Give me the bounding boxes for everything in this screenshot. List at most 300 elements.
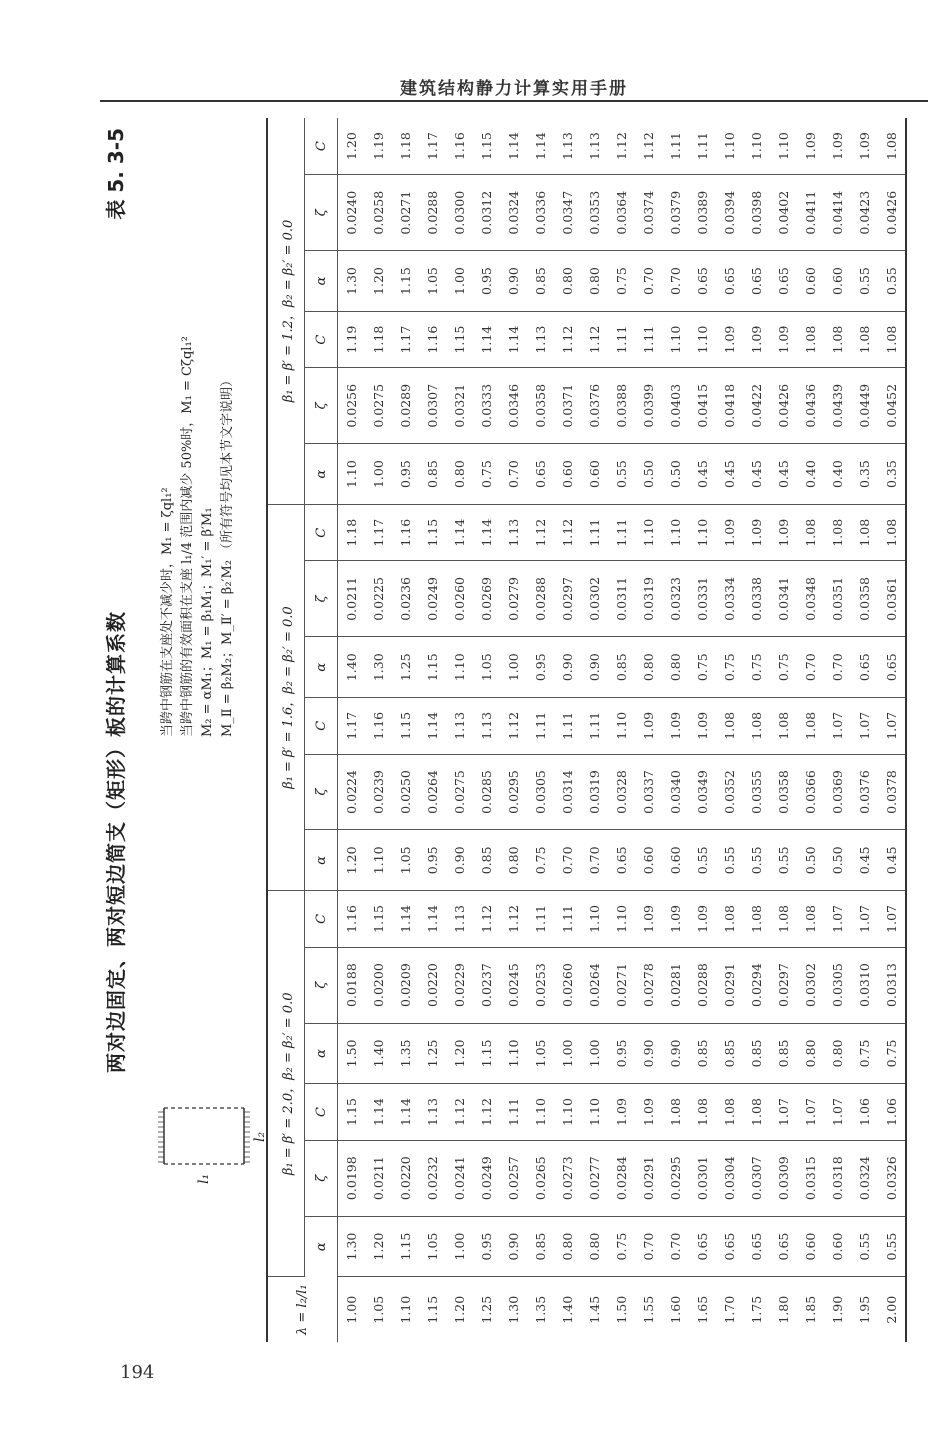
value-cell: 1.11 <box>554 891 581 947</box>
value-cell: 1.14 <box>473 311 500 367</box>
value-cell: 0.0237 <box>473 947 500 1023</box>
value-cell: 0.85 <box>689 1023 716 1084</box>
lambda-cell: 2.00 <box>884 1295 899 1324</box>
value-cell: 1.07 <box>878 698 906 754</box>
value-cell: 0.85 <box>419 444 446 505</box>
value-cell: 1.05 <box>419 251 446 312</box>
value-cell: 1.00 <box>500 637 527 698</box>
value-cell: 1.12 <box>527 505 554 561</box>
value-cell: 1.08 <box>716 1084 743 1140</box>
value-cell: 0.95 <box>419 830 446 891</box>
value-cell: 1.09 <box>635 698 662 754</box>
value-cell: 1.08 <box>743 1084 770 1140</box>
value-cell: 1.15 <box>473 118 500 175</box>
value-cell: 0.0426 <box>878 175 906 251</box>
value-cell: 1.16 <box>419 311 446 367</box>
value-cell: 0.0361 <box>878 561 906 637</box>
value-cell: 0.0224 <box>338 754 366 830</box>
value-cell: 0.0209 <box>392 947 419 1023</box>
value-cell: 0.95 <box>527 637 554 698</box>
lambda-header: λ = l₂/l₁ <box>267 1277 338 1342</box>
value-cell: 0.75 <box>689 637 716 698</box>
value-cell: 0.55 <box>878 251 906 312</box>
value-cell: 0.50 <box>662 444 689 505</box>
value-cell: 1.08 <box>851 311 878 367</box>
value-cell: 0.85 <box>743 1023 770 1084</box>
value-cell: 1.14 <box>419 698 446 754</box>
value-cell: 1.18 <box>392 118 419 175</box>
value-cell: 0.0305 <box>824 947 851 1023</box>
value-cell: 0.0239 <box>365 754 392 830</box>
lambda-cell: 1.35 <box>533 1295 548 1324</box>
column-header: C <box>305 505 338 561</box>
value-cell: 1.11 <box>554 698 581 754</box>
value-cell: 0.55 <box>743 830 770 891</box>
value-cell: 0.45 <box>689 444 716 505</box>
value-cell: 1.05 <box>527 1023 554 1084</box>
value-cell: 1.12 <box>554 311 581 367</box>
value-cell: 1.15 <box>473 1023 500 1084</box>
value-cell: 0.65 <box>743 1216 770 1277</box>
value-cell: 0.0265 <box>527 1140 554 1216</box>
value-cell: 0.0348 <box>797 561 824 637</box>
value-cell: 0.0277 <box>581 1140 608 1216</box>
lambda-cell: 1.55 <box>641 1295 656 1324</box>
value-cell: 0.60 <box>797 1216 824 1277</box>
value-cell: 0.90 <box>500 1216 527 1277</box>
value-cell: 0.0260 <box>446 561 473 637</box>
value-cell: 0.75 <box>608 1216 635 1277</box>
value-cell: 1.15 <box>365 891 392 947</box>
value-cell: 0.60 <box>554 444 581 505</box>
value-cell: 0.80 <box>824 1023 851 1084</box>
table-number: 表 5. 3-5 <box>104 128 128 220</box>
value-cell: 0.0311 <box>608 561 635 637</box>
value-cell: 1.08 <box>878 505 906 561</box>
value-cell: 1.07 <box>824 891 851 947</box>
value-cell: 0.0355 <box>743 754 770 830</box>
column-header: α <box>305 830 338 891</box>
lambda-cell: 1.70 <box>722 1295 737 1324</box>
value-cell: 1.10 <box>554 1084 581 1140</box>
value-cell: 1.07 <box>851 891 878 947</box>
lambda-cell: 1.90 <box>830 1295 845 1324</box>
value-cell: 0.45 <box>851 830 878 891</box>
value-cell: 1.18 <box>338 505 366 561</box>
value-cell: 0.0309 <box>770 1140 797 1216</box>
value-cell: 1.13 <box>527 311 554 367</box>
running-header: 建筑结构静力计算实用手册 <box>400 79 628 99</box>
value-cell: 1.10 <box>743 118 770 175</box>
value-cell: 0.60 <box>635 830 662 891</box>
value-cell: 0.0366 <box>797 754 824 830</box>
plate-diagram <box>152 1092 270 1192</box>
value-cell: 1.20 <box>365 251 392 312</box>
value-cell: 0.75 <box>743 637 770 698</box>
value-cell: 1.08 <box>878 118 906 175</box>
lambda-cell: 1.40 <box>560 1295 575 1324</box>
value-cell: 0.40 <box>824 444 851 505</box>
value-cell: 0.0297 <box>554 561 581 637</box>
value-cell: 0.0300 <box>446 175 473 251</box>
value-cell: 0.0273 <box>554 1140 581 1216</box>
value-cell: 0.60 <box>824 1216 851 1277</box>
value-cell: 0.0436 <box>797 368 824 444</box>
value-cell: 0.95 <box>608 1023 635 1084</box>
value-cell: 0.55 <box>770 830 797 891</box>
value-cell: 1.15 <box>419 637 446 698</box>
value-cell: 0.0321 <box>446 368 473 444</box>
value-cell: 1.08 <box>770 891 797 947</box>
value-cell: 1.13 <box>419 1084 446 1140</box>
value-cell: 0.0256 <box>338 368 366 444</box>
value-cell: 0.50 <box>797 830 824 891</box>
value-cell: 0.0310 <box>851 947 878 1023</box>
value-cell: 0.0289 <box>392 368 419 444</box>
value-cell: 1.15 <box>392 1216 419 1277</box>
value-cell: 1.11 <box>581 698 608 754</box>
value-cell: 1.40 <box>365 1023 392 1084</box>
value-cell: 1.08 <box>743 698 770 754</box>
value-cell: 0.0313 <box>878 947 906 1023</box>
value-cell: 1.10 <box>581 1084 608 1140</box>
value-cell: 1.08 <box>770 698 797 754</box>
value-cell: 1.25 <box>419 1023 446 1084</box>
value-cell: 0.45 <box>716 444 743 505</box>
value-cell: 1.14 <box>500 311 527 367</box>
value-cell: 0.65 <box>527 444 554 505</box>
value-cell: 1.12 <box>500 698 527 754</box>
value-cell: 0.90 <box>662 1023 689 1084</box>
note-line: 当跨中钢筋的有效面积在支座 l₁/4 范围内减少 50%时，M₁ = Cζql₁² <box>180 336 195 737</box>
value-cell: 0.70 <box>635 1216 662 1277</box>
table-row <box>878 118 906 1342</box>
value-cell: 1.08 <box>797 311 824 367</box>
table-row <box>527 118 554 1342</box>
value-cell: 0.0398 <box>743 175 770 251</box>
value-cell: 0.45 <box>743 444 770 505</box>
value-cell: 0.0389 <box>689 175 716 251</box>
value-cell: 0.70 <box>824 637 851 698</box>
table-row <box>824 118 851 1342</box>
value-cell: 0.75 <box>473 444 500 505</box>
value-cell: 1.11 <box>635 311 662 367</box>
value-cell: 0.85 <box>527 251 554 312</box>
value-cell: 0.0331 <box>689 561 716 637</box>
value-cell: 0.70 <box>662 251 689 312</box>
value-cell: 0.90 <box>581 637 608 698</box>
value-cell: 0.0279 <box>500 561 527 637</box>
value-cell: 0.0418 <box>716 368 743 444</box>
value-cell: 0.0341 <box>770 561 797 637</box>
value-cell: 0.35 <box>878 444 906 505</box>
value-cell: 0.0414 <box>824 175 851 251</box>
table-row <box>338 118 366 1342</box>
value-cell: 1.09 <box>662 698 689 754</box>
note-line: 当跨中钢筋在支座处不减少时，M₁ = ζql₁² <box>160 487 175 737</box>
lambda-cell: 1.95 <box>857 1295 872 1324</box>
table-row <box>662 118 689 1342</box>
value-cell: 0.0297 <box>770 947 797 1023</box>
column-header: ζ <box>305 1140 338 1216</box>
value-cell: 1.08 <box>824 505 851 561</box>
value-cell: 0.0318 <box>824 1140 851 1216</box>
value-cell: 0.0302 <box>797 947 824 1023</box>
value-cell: 1.08 <box>689 1084 716 1140</box>
value-cell: 1.16 <box>365 698 392 754</box>
value-cell: 1.08 <box>716 698 743 754</box>
table-row <box>473 118 500 1342</box>
value-cell: 1.08 <box>824 311 851 367</box>
value-cell: 1.14 <box>419 891 446 947</box>
value-cell: 0.0374 <box>635 175 662 251</box>
column-header: C <box>305 1084 338 1140</box>
value-cell: 1.10 <box>608 698 635 754</box>
value-cell: 0.0245 <box>500 947 527 1023</box>
value-cell: 1.11 <box>608 505 635 561</box>
lambda-cell: 1.85 <box>803 1295 818 1324</box>
value-cell: 1.16 <box>392 505 419 561</box>
value-cell: 0.0376 <box>581 368 608 444</box>
value-cell: 0.0336 <box>527 175 554 251</box>
value-cell: 0.0275 <box>365 368 392 444</box>
value-cell: 0.85 <box>770 1023 797 1084</box>
value-cell: 0.0324 <box>851 1140 878 1216</box>
value-cell: 1.35 <box>392 1023 419 1084</box>
value-cell: 1.00 <box>365 444 392 505</box>
value-cell: 0.0353 <box>581 175 608 251</box>
value-cell: 0.0379 <box>662 175 689 251</box>
value-cell: 0.0426 <box>770 368 797 444</box>
value-cell: 0.85 <box>527 1216 554 1277</box>
value-cell: 0.0402 <box>770 175 797 251</box>
value-cell: 0.65 <box>716 251 743 312</box>
value-cell: 1.09 <box>689 698 716 754</box>
value-cell: 0.75 <box>851 1023 878 1084</box>
value-cell: 0.60 <box>797 251 824 312</box>
column-header: ζ <box>305 947 338 1023</box>
value-cell: 0.0423 <box>851 175 878 251</box>
value-cell: 0.95 <box>473 1216 500 1277</box>
value-cell: 0.90 <box>635 1023 662 1084</box>
value-cell: 0.0198 <box>338 1140 366 1216</box>
value-cell: 1.07 <box>851 698 878 754</box>
value-cell: 0.65 <box>716 1216 743 1277</box>
value-cell: 0.0250 <box>392 754 419 830</box>
value-cell: 0.0257 <box>500 1140 527 1216</box>
column-header: α <box>305 1023 338 1084</box>
table-row <box>770 118 797 1342</box>
value-cell: 0.0211 <box>338 561 366 637</box>
lambda-cell: 1.05 <box>371 1295 386 1324</box>
column-header: C <box>305 311 338 367</box>
value-cell: 1.10 <box>689 311 716 367</box>
value-cell: 0.0249 <box>419 561 446 637</box>
value-cell: 0.0369 <box>824 754 851 830</box>
value-cell: 1.25 <box>392 637 419 698</box>
value-cell: 1.09 <box>743 505 770 561</box>
value-cell: 0.0288 <box>527 561 554 637</box>
value-cell: 1.20 <box>338 118 366 175</box>
value-cell: 0.0346 <box>500 368 527 444</box>
lambda-cell: 1.65 <box>695 1295 710 1324</box>
value-cell: 0.60 <box>581 444 608 505</box>
value-cell: 1.40 <box>338 637 366 698</box>
value-cell: 1.13 <box>581 118 608 175</box>
value-cell: 0.90 <box>554 637 581 698</box>
value-cell: 1.07 <box>878 891 906 947</box>
value-cell: 1.16 <box>446 118 473 175</box>
value-cell: 1.06 <box>851 1084 878 1140</box>
value-cell: 0.0403 <box>662 368 689 444</box>
lambda-cell: 1.80 <box>776 1295 791 1324</box>
table-row <box>500 118 527 1342</box>
value-cell: 1.08 <box>797 698 824 754</box>
value-cell: 1.12 <box>473 891 500 947</box>
value-cell: 1.20 <box>365 1216 392 1277</box>
value-cell: 0.0220 <box>392 1140 419 1216</box>
value-cell: 0.65 <box>689 251 716 312</box>
table-row <box>689 118 716 1342</box>
value-cell: 1.20 <box>446 1023 473 1084</box>
value-cell: 0.65 <box>851 637 878 698</box>
value-cell: 0.0347 <box>554 175 581 251</box>
value-cell: 0.90 <box>500 251 527 312</box>
value-cell: 0.0253 <box>527 947 554 1023</box>
value-cell: 1.10 <box>527 1084 554 1140</box>
value-cell: 1.12 <box>608 118 635 175</box>
page-number: 194 <box>120 1362 155 1383</box>
value-cell: 1.19 <box>365 118 392 175</box>
value-cell: 0.60 <box>662 830 689 891</box>
value-cell: 1.13 <box>554 118 581 175</box>
value-cell: 1.11 <box>608 311 635 367</box>
lambda-cell: 1.20 <box>452 1295 467 1324</box>
value-cell: 0.0399 <box>635 368 662 444</box>
value-cell: 0.0334 <box>716 561 743 637</box>
value-cell: 0.80 <box>554 251 581 312</box>
value-cell: 0.0225 <box>365 561 392 637</box>
value-cell: 1.12 <box>446 1084 473 1140</box>
value-cell: 0.95 <box>473 251 500 312</box>
value-cell: 0.0229 <box>446 947 473 1023</box>
value-cell: 1.09 <box>824 118 851 175</box>
value-cell: 0.0340 <box>662 754 689 830</box>
value-cell: 0.80 <box>581 1216 608 1277</box>
value-cell: 1.30 <box>365 637 392 698</box>
value-cell: 1.00 <box>581 1023 608 1084</box>
column-header: ζ <box>305 368 338 444</box>
value-cell: 0.0349 <box>689 754 716 830</box>
value-cell: 0.0281 <box>662 947 689 1023</box>
value-cell: 1.15 <box>446 311 473 367</box>
value-cell: 1.30 <box>338 1216 366 1277</box>
value-cell: 0.0264 <box>419 754 446 830</box>
value-cell: 0.0394 <box>716 175 743 251</box>
value-cell: 0.0439 <box>824 368 851 444</box>
value-cell: 1.07 <box>824 698 851 754</box>
formula-notes <box>158 117 238 737</box>
value-cell: 0.70 <box>500 444 527 505</box>
value-cell: 1.11 <box>500 1084 527 1140</box>
value-cell: 1.10 <box>581 891 608 947</box>
value-cell: 1.05 <box>473 637 500 698</box>
value-cell: 0.0333 <box>473 368 500 444</box>
value-cell: 0.0211 <box>365 1140 392 1216</box>
value-cell: 1.15 <box>392 251 419 312</box>
value-cell: 0.0307 <box>743 1140 770 1216</box>
value-cell: 1.10 <box>608 891 635 947</box>
value-cell: 0.65 <box>743 251 770 312</box>
value-cell: 0.0264 <box>581 947 608 1023</box>
table-row <box>392 118 419 1342</box>
value-cell: 0.0275 <box>446 754 473 830</box>
value-cell: 1.09 <box>608 1084 635 1140</box>
value-cell: 0.0302 <box>581 561 608 637</box>
value-cell: 0.80 <box>554 1216 581 1277</box>
value-cell: 0.65 <box>689 1216 716 1277</box>
column-header: C <box>305 698 338 754</box>
value-cell: 0.0271 <box>392 175 419 251</box>
value-cell: 0.85 <box>473 830 500 891</box>
value-cell: 0.0411 <box>797 175 824 251</box>
value-cell: 0.80 <box>662 637 689 698</box>
value-cell: 1.15 <box>419 505 446 561</box>
value-cell: 0.55 <box>716 830 743 891</box>
value-cell: 1.10 <box>446 637 473 698</box>
value-cell: 0.0449 <box>851 368 878 444</box>
value-cell: 0.80 <box>797 1023 824 1084</box>
value-cell: 0.40 <box>797 444 824 505</box>
value-cell: 0.0326 <box>878 1140 906 1216</box>
value-cell: 0.0371 <box>554 368 581 444</box>
value-cell: 0.55 <box>608 444 635 505</box>
value-cell: 1.00 <box>554 1023 581 1084</box>
column-header: ζ <box>305 175 338 251</box>
value-cell: 1.19 <box>338 311 366 367</box>
value-cell: 0.0315 <box>797 1140 824 1216</box>
value-cell: 1.10 <box>338 444 366 505</box>
value-cell: 0.0188 <box>338 947 366 1023</box>
value-cell: 1.14 <box>527 118 554 175</box>
value-cell: 0.0241 <box>446 1140 473 1216</box>
value-cell: 0.70 <box>554 830 581 891</box>
value-cell: 1.10 <box>770 118 797 175</box>
table-row <box>554 118 581 1342</box>
value-cell: 0.0294 <box>743 947 770 1023</box>
value-cell: 1.14 <box>446 505 473 561</box>
lambda-cell: 1.50 <box>614 1295 629 1324</box>
value-cell: 0.45 <box>770 444 797 505</box>
value-cell: 1.14 <box>500 118 527 175</box>
value-cell: 1.30 <box>338 251 366 312</box>
column-header: α <box>305 444 338 505</box>
value-cell: 0.75 <box>878 1023 906 1084</box>
value-cell: 1.09 <box>770 505 797 561</box>
value-cell: 0.70 <box>662 1216 689 1277</box>
column-header: α <box>305 251 338 312</box>
value-cell: 0.0312 <box>473 175 500 251</box>
value-cell: 0.0240 <box>338 175 366 251</box>
value-cell: 0.0260 <box>554 947 581 1023</box>
value-cell: 0.0378 <box>878 754 906 830</box>
table-row <box>797 118 824 1342</box>
coefficient-table <box>266 118 907 1342</box>
value-cell: 0.0364 <box>608 175 635 251</box>
value-cell: 0.0328 <box>608 754 635 830</box>
subheader-row <box>305 118 338 1342</box>
value-cell: 1.13 <box>473 698 500 754</box>
